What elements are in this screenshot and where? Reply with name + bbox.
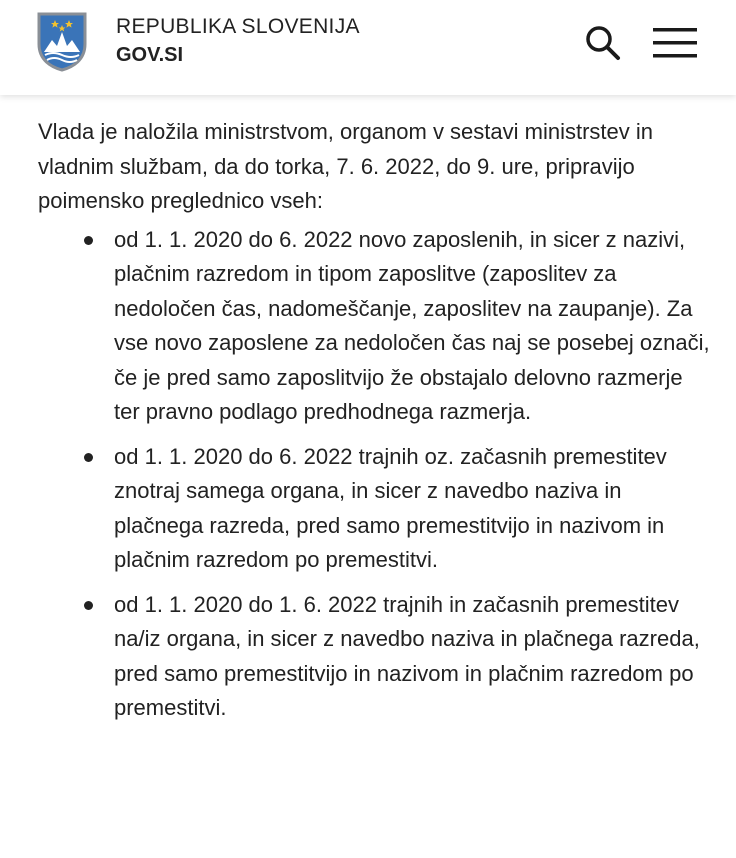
list-item — [38, 588, 710, 726]
bullet-list — [38, 223, 710, 726]
slovenia-coat-of-arms-icon[interactable] — [35, 10, 89, 72]
site-header — [0, 0, 736, 95]
list-item-text: od 1. 1. 2020 do 6. 2022 novo zaposlenih, in sicer z nazivi, plačnim razredom in tipom zaposlitve (zaposlitev za nedoločen čas, nadomeščanje, zaposlitev na zaupanje). Za vse novo zaposlene za nedoločen čas naj se posebej označi, če je pred samo zaposlitvijo že obstajalo delovno razmerje ter pravno podlago predhodnega razmerja. — [114, 226, 710, 424]
list-item-text: od 1. 1. 2020 do 1. 6. 2022 trajnih in začasnih premestitev na/iz organa, in sicer z navedbo naziva in plačnega razreda, pred samo premestitvijo in nazivom in plačnim razredom po premestitvi. — [114, 591, 700, 720]
bullet-icon — [84, 453, 93, 462]
list-item-text: od 1. 1. 2020 do 6. 2022 trajnih oz. začasnih premestitev znotraj samega organa, in sicer z navedbo naziva in plačnega razreda, pred samo premestitvijo in nazivom in plačnim razredom po premestitvi. — [114, 443, 667, 572]
search-icon[interactable] — [580, 20, 626, 66]
brand-title: REPUBLIKA SLOVENIJA — [116, 15, 360, 38]
bullet-icon — [84, 601, 93, 610]
intro-paragraph: Vlada je naložila ministrstvom, organom v sestavi ministrstev in vladnim službam, da do torka, 7. 6. 2022, do 9. ure, pripravijo poimensko preglednico vseh: — [38, 119, 654, 213]
list-item — [38, 223, 710, 430]
bullet-icon — [84, 236, 93, 245]
list-item — [38, 440, 710, 578]
brand[interactable] — [116, 14, 360, 68]
brand-domain: GOV.SI — [116, 44, 184, 66]
hamburger-menu-icon[interactable] — [650, 20, 700, 66]
article-content — [38, 115, 710, 736]
